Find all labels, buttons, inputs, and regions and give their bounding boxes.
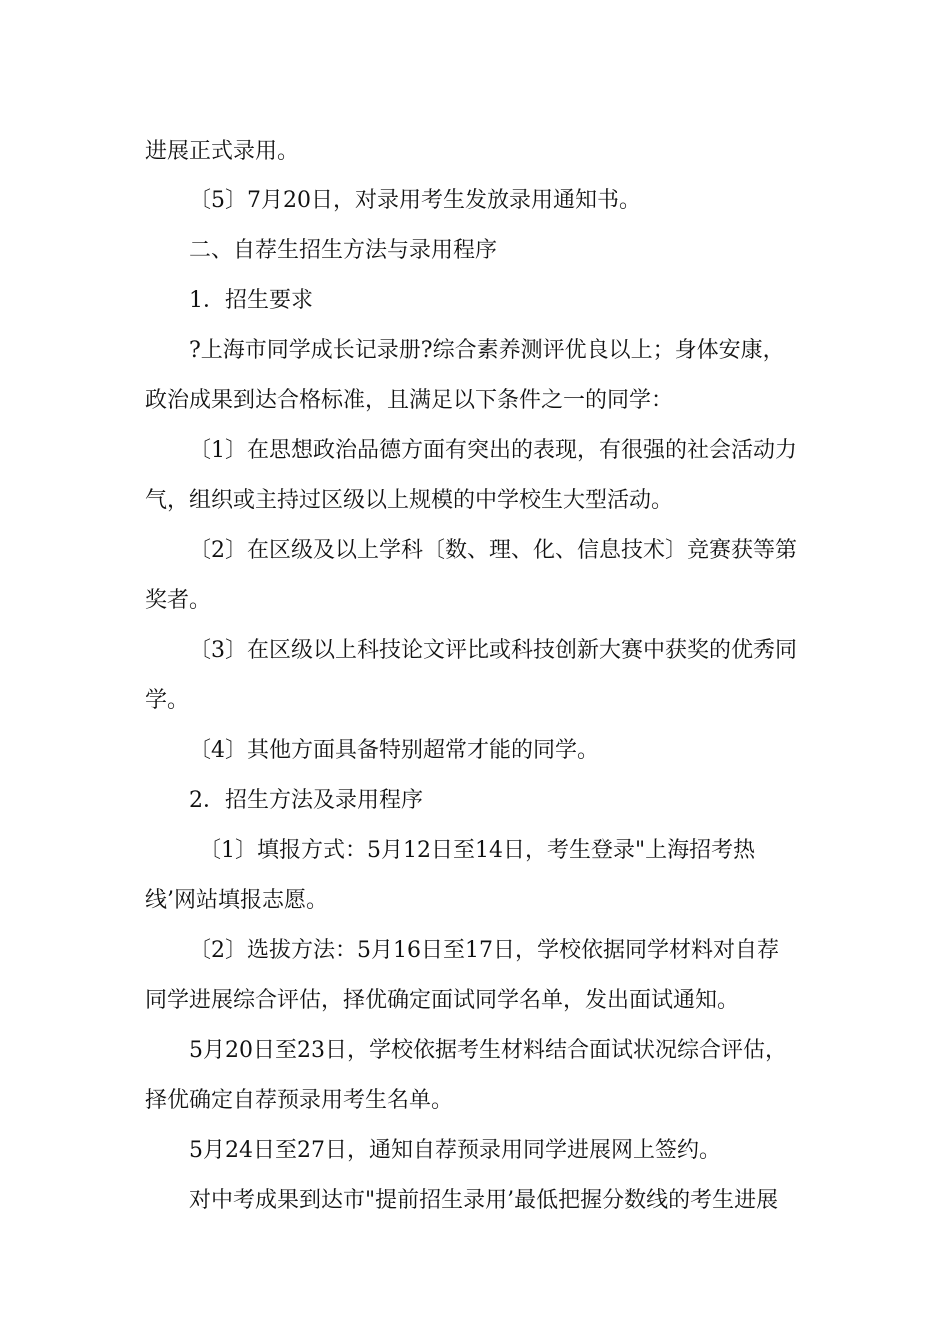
text-line: 〔5〕7月20日，对录用考生发放录用通知书。 xyxy=(189,188,641,213)
text-line: 进展正式录用。 xyxy=(145,139,300,164)
text-line: 学。 xyxy=(145,688,190,713)
text-line: 对中考成果到达市"提前招生录用’最低把握分数线的考生进展 xyxy=(189,1188,779,1213)
text-line: 气，组织或主持过区级以上规模的中学校生大型活动。 xyxy=(145,488,674,513)
text-line: 奖者。 xyxy=(145,588,212,613)
text-line: 〔1〕在思想政治品德方面有突出的表现，有很强的社会活动力 xyxy=(189,438,797,463)
subsection-heading: 2．招生方法及录用程序 xyxy=(189,788,423,813)
text-line: 同学进展综合评估，择优确定面试同学名单，发出面试通知。 xyxy=(145,988,740,1013)
text-line: 〔2〕在区级及以上学科〔数、理、化、信息技术〕竞赛获等第 xyxy=(189,538,797,563)
text-line: ?上海市同学成长记录册?综合素养测评优良以上；身体安康， xyxy=(189,338,785,363)
text-line: 5月20日至23日，学校依据考生材料结合面试状况综合评估， xyxy=(189,1038,787,1063)
text-line: 〔3〕在区级以上科技论文评比或科技创新大赛中获奖的优秀同 xyxy=(189,638,797,663)
text-line: 5月24日至27日，通知自荐预录用同学进展网上签约。 xyxy=(189,1138,721,1163)
text-line: 择优确定自荐预录用考生名单。 xyxy=(145,1088,454,1113)
subsection-heading: 1．招生要求 xyxy=(189,288,313,313)
text-line: 〔1〕填报方式：5月12日至14日，考生登录"上海招考热 xyxy=(199,838,756,863)
text-line: 线’网站填报志愿。 xyxy=(145,888,328,913)
text-line: 〔2〕选拔方法：5月16日至17日，学校依据同学材料对自荐 xyxy=(189,938,779,963)
text-line: 〔4〕其他方面具备特别超常才能的同学。 xyxy=(189,738,599,763)
text-line: 政治成果到达合格标准，且满足以下条件之一的同学： xyxy=(145,388,674,413)
section-heading: 二、自荐生招生方法与录用程序 xyxy=(189,238,498,263)
